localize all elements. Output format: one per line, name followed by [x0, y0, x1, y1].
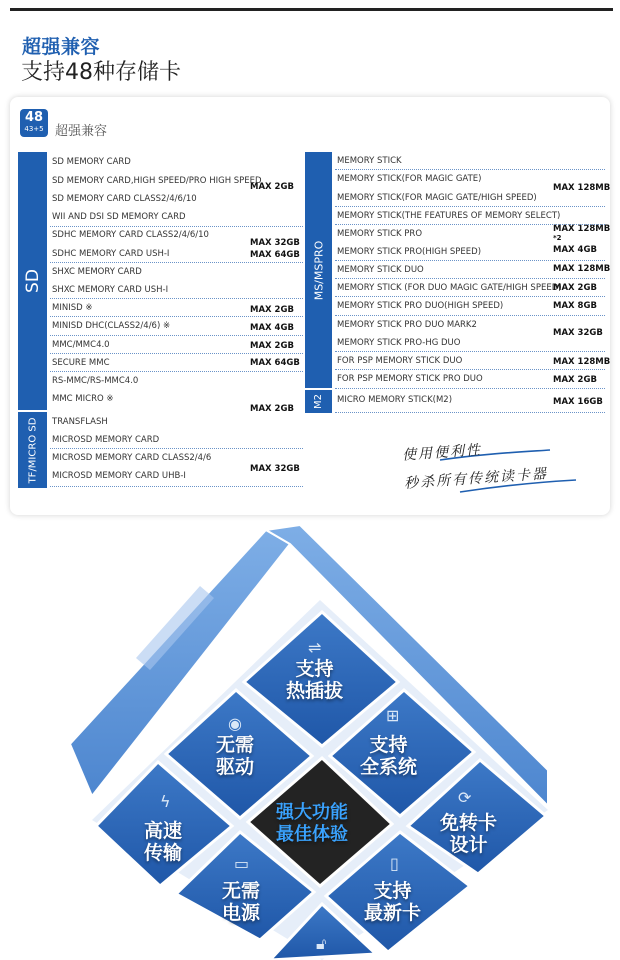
- row-separator: [335, 315, 605, 316]
- tile-no-power-line2: 电源: [222, 902, 261, 924]
- left-row: SECURE MMC: [52, 358, 110, 368]
- left-row: MMC MICRO ※: [52, 394, 114, 404]
- center-line2: 最佳体验: [276, 824, 348, 845]
- right-row: MEMORY STICK(FOR MAGIC GATE): [337, 174, 482, 184]
- right-row: MEMORY STICK PRO DUO(HIGH SPEED): [337, 301, 504, 311]
- left-row: MICROSD MEMORY CARD UHB-I: [52, 471, 186, 481]
- right-row: MEMORY STICK (FOR DUO MAGIC GATE/HIGH SPEED): [337, 283, 562, 293]
- left-row: MINISD ※: [52, 303, 93, 313]
- top-divider: [10, 8, 613, 11]
- tile-fast-transfer-line1: 高速: [144, 820, 183, 842]
- row-separator: [335, 224, 605, 225]
- right-capacity-note: *2: [553, 234, 562, 242]
- left-row: RS-MMC/RS-MMC4.0: [52, 376, 139, 386]
- left-capacity: MAX 32GB: [250, 464, 300, 474]
- row-separator: [335, 369, 605, 370]
- tile-hotplug-line2: 热插拔: [286, 680, 344, 702]
- right-row: FOR PSP MEMORY STICK PRO DUO: [337, 374, 483, 384]
- right-capacity: MAX 16GB: [553, 397, 603, 407]
- right-row: MEMORY STICK PRO DUO MARK2: [337, 320, 477, 330]
- left-row: MMC/MMC4.0: [52, 340, 110, 350]
- left-row: SHXC MEMORY CARD USH-I: [52, 285, 169, 295]
- left-capacity: MAX 2GB: [250, 341, 294, 351]
- right-row: MICRO MEMORY STICK(M2): [337, 395, 453, 405]
- row-separator: [50, 316, 303, 317]
- tile-latest-cards-line2: 最新卡: [364, 902, 422, 924]
- tile-fast-transfer: [144, 820, 182, 864]
- tile-no-driver: [216, 734, 254, 778]
- left-capacity: MAX 2GB: [250, 182, 294, 192]
- left-row: SD MEMORY CARD: [52, 157, 131, 167]
- group-label-ms: [305, 152, 332, 388]
- tile-latest-cards-line1: 支持: [373, 880, 412, 902]
- group-label-tf: [18, 412, 47, 488]
- row-separator: [335, 296, 605, 297]
- badge-breakdown: 43+5: [24, 125, 44, 133]
- row-separator: [335, 412, 605, 413]
- section-title: 超强兼容: [22, 36, 101, 58]
- battery-icon: ▭: [234, 854, 250, 873]
- right-row: MEMORY STICK PRO: [337, 229, 423, 239]
- row-separator: [50, 262, 303, 263]
- right-capacity: MAX 2GB: [553, 283, 597, 293]
- tile-latest-cards: [364, 880, 421, 924]
- lightning-icon: ϟ: [160, 792, 171, 811]
- row-separator: [50, 353, 303, 354]
- tile-no-adapter-line1: 免转卡: [440, 812, 498, 834]
- section-subtitle: 支持48种存储卡: [21, 60, 181, 85]
- right-row: FOR PSP MEMORY STICK DUO: [337, 356, 463, 366]
- right-capacity: MAX 8GB: [553, 301, 597, 311]
- right-row: MEMORY STICK PRO-HG DUO: [337, 338, 461, 348]
- group-label-sd: [18, 152, 47, 410]
- tile-no-driver-line2: 驱动: [216, 756, 255, 778]
- right-capacity: MAX 128MB: [553, 183, 611, 193]
- group-tf-text: TF/MICRO SD: [27, 417, 38, 483]
- refresh-icon: ⟳: [458, 788, 472, 807]
- right-capacity: MAX 128MB: [553, 264, 611, 274]
- left-capacity: MAX 4GB: [250, 323, 294, 333]
- row-separator: [50, 448, 303, 449]
- row-separator: [50, 486, 303, 487]
- row-separator: [335, 260, 605, 261]
- right-capacity: MAX 2GB: [553, 375, 597, 385]
- right-row: MEMORY STICK(THE FEATURES OF MEMORY SELECT): [337, 211, 561, 221]
- left-capacity: MAX 64GB: [250, 250, 300, 260]
- tile-all-systems-line2: 全系统: [360, 756, 418, 778]
- left-capacity: MAX 32GB: [250, 238, 300, 248]
- left-row: TRANSFLASH: [52, 417, 108, 427]
- right-capacity: MAX 32GB: [553, 328, 603, 338]
- left-row: SHXC MEMORY CARD: [52, 267, 142, 277]
- left-row: MICROSD MEMORY CARD CLASS2/4/6: [52, 453, 212, 463]
- tile-no-power: [222, 880, 260, 924]
- tile-all-systems: [360, 734, 417, 778]
- left-row: SD MEMORY CARD,HIGH SPEED/PRO HIGH SPEED: [52, 176, 262, 186]
- right-capacity: MAX 128MB: [553, 357, 611, 367]
- tile-no-adapter-line2: 设计: [449, 834, 488, 856]
- right-row: MEMORY STICK DUO: [337, 265, 424, 275]
- windows-icon: ⊞: [386, 706, 400, 725]
- lock-icon: 🔓︎: [316, 934, 327, 953]
- feature-cube: [0, 520, 620, 960]
- left-capacity: MAX 64GB: [250, 358, 300, 368]
- tile-no-driver-line1: 无需: [216, 734, 255, 756]
- slogan-line-2: 秒杀所有传统读卡器: [403, 465, 549, 493]
- badge-count: 48: [24, 110, 44, 125]
- right-capacity: MAX 128MB: [553, 224, 611, 234]
- left-row: SDHC MEMORY CARD CLASS2/4/6/10: [52, 230, 209, 240]
- row-separator: [50, 226, 303, 227]
- group-sd-text: SD: [22, 269, 43, 293]
- row-separator: [335, 388, 605, 389]
- left-row: MICROSD MEMORY CARD: [52, 435, 160, 445]
- row-separator: [50, 371, 303, 372]
- row-separator: [50, 335, 303, 336]
- card-icon: ▯: [390, 854, 399, 873]
- center-line1: 强大功能: [276, 802, 348, 823]
- left-capacity: MAX 2GB: [250, 404, 294, 414]
- handwritten-slogan: [400, 440, 580, 500]
- group-m2-text: M2: [313, 394, 324, 409]
- slogan-line-1: 使用便利性: [401, 442, 483, 464]
- left-row: WII AND DSI SD MEMORY CARD: [52, 212, 186, 222]
- row-separator: [335, 169, 605, 170]
- left-row: MINISD DHC(CLASS2/4/6) ※: [52, 321, 171, 331]
- right-row: MEMORY STICK PRO(HIGH SPEED): [337, 247, 482, 257]
- row-separator: [335, 351, 605, 352]
- group-label-m2: [305, 390, 332, 413]
- row-separator: [335, 206, 605, 207]
- row-separator: [335, 278, 605, 279]
- usb-icon: ⇌: [308, 638, 322, 657]
- tile-all-systems-line1: 支持: [369, 734, 408, 756]
- tile-no-adapter: [440, 812, 497, 856]
- dvd-icon: ◉: [228, 714, 242, 733]
- row-separator: [50, 298, 303, 299]
- center-tagline: [276, 802, 348, 846]
- right-capacity: MAX 4GB: [553, 245, 597, 255]
- tile-fast-transfer-line2: 传输: [144, 842, 183, 864]
- left-row: SD MEMORY CARD CLASS2/4/6/10: [52, 194, 197, 204]
- right-row: MEMORY STICK(FOR MAGIC GATE/HIGH SPEED): [337, 193, 537, 203]
- right-row: MEMORY STICK: [337, 156, 402, 166]
- tile-no-power-line1: 无需: [222, 880, 261, 902]
- left-capacity: MAX 2GB: [250, 305, 294, 315]
- left-row: SDHC MEMORY CARD USH-I: [52, 249, 170, 259]
- group-ms-text: MS/MSPRO: [312, 240, 325, 300]
- tile-hotplug-line1: 支持: [295, 658, 334, 680]
- count-badge: [20, 109, 48, 137]
- card-title: 超强兼容: [55, 124, 108, 139]
- cube-graphic: [0, 520, 620, 960]
- tile-hotplug: [286, 658, 343, 702]
